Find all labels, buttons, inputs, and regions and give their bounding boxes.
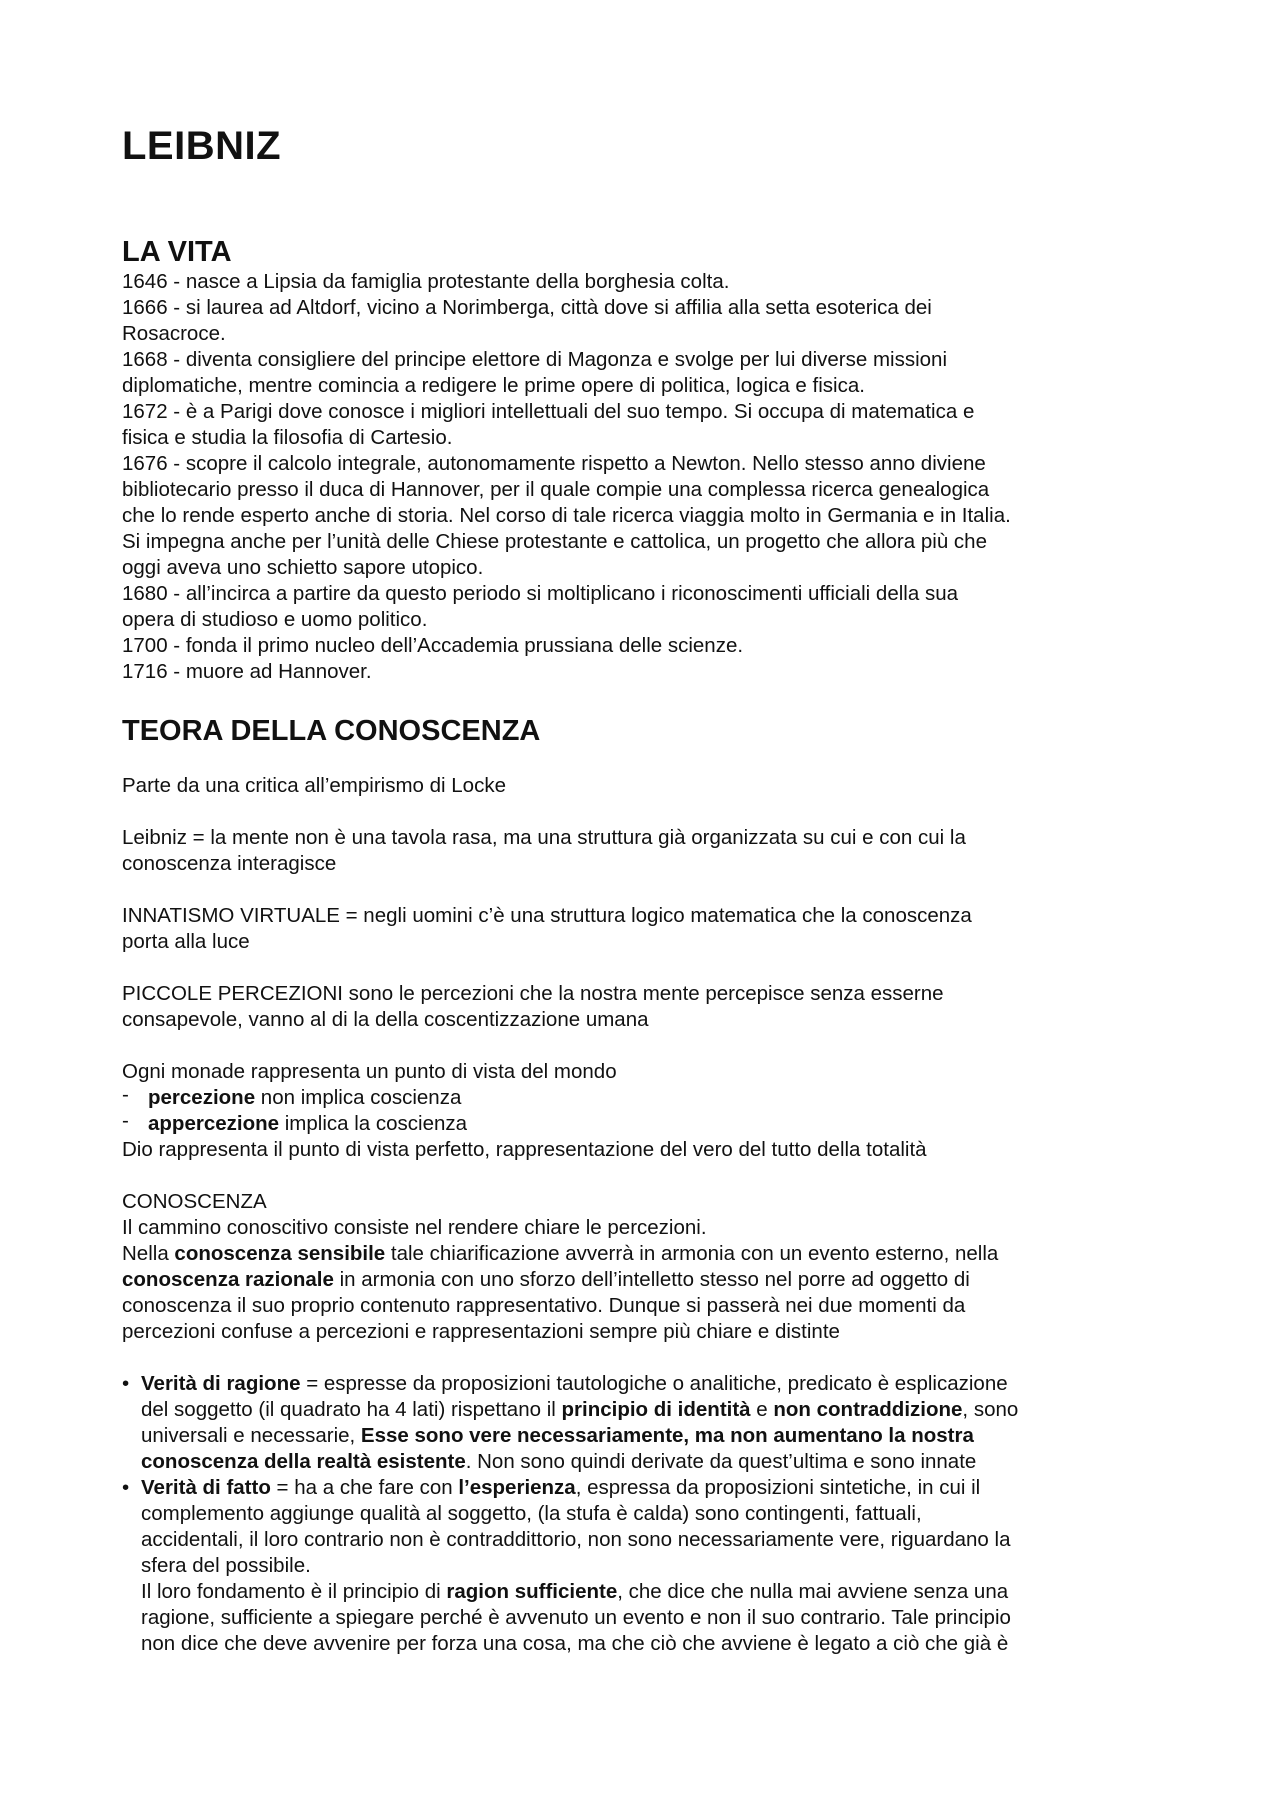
cammino-line: Il cammino conoscitivo consiste nel rendere chiare le percezioni. bbox=[122, 1216, 707, 1239]
intro-line: Parte da una critica all’empirismo di Locke bbox=[122, 774, 506, 797]
vita-line: Rosacroce. bbox=[122, 322, 226, 345]
vita-line: 1716 - muore ad Hannover. bbox=[122, 660, 372, 683]
paragraph-line bbox=[122, 1241, 1172, 1267]
leibniz-line: conoscenza interagisce bbox=[122, 852, 337, 875]
piccole-percezioni-line: PICCOLE PERCEZIONI sono le percezioni che la nostra mente percepisce senza esserne bbox=[122, 982, 944, 1005]
dash-marker: - bbox=[122, 1109, 129, 1132]
text-span: tale chiarificazione avverrà in armonia con un evento esterno, nella bbox=[385, 1242, 999, 1265]
text-line: sfera del possibile. bbox=[141, 1554, 311, 1577]
text-line: accidentali, il loro contrario non è contraddittorio, non sono necessariamente vere, riguardano la bbox=[141, 1528, 1011, 1551]
text-span: e bbox=[750, 1398, 774, 1421]
term-esperienza: l’esperienza bbox=[458, 1476, 576, 1499]
conoscenza-body bbox=[122, 773, 1172, 1657]
term-principio-identita: principio di identità bbox=[561, 1398, 751, 1421]
emphasis-text: conoscenza della realtà esistente bbox=[141, 1450, 466, 1473]
leibniz-line: Leibniz = la mente non è una tavola rasa, ma una struttura già organizzata su cui e con cui la bbox=[122, 826, 966, 849]
vita-line: 1676 - scopre il calcolo integrale, autonomamente rispetto a Newton. Nello stesso anno diviene bbox=[122, 452, 986, 475]
text-span: , che dice che nulla mai avviene senza una bbox=[617, 1580, 1009, 1603]
subheading-conoscenza: CONOSCENZA bbox=[122, 1190, 267, 1213]
term-verita-di-fatto: Verità di fatto bbox=[141, 1476, 271, 1499]
text-span: Nella bbox=[122, 1242, 175, 1265]
term-non-contraddizione: non contraddizione bbox=[773, 1398, 963, 1421]
list-item bbox=[122, 1111, 1172, 1137]
bullet-verita-di-fatto bbox=[122, 1475, 1172, 1657]
paragraph-line: conoscenza il suo proprio contenuto rappresentativo. Dunque si passerà nei due momenti da bbox=[122, 1294, 966, 1317]
vita-line: 1680 - all’incirca a partire da questo periodo si moltiplicano i riconoscimenti ufficiali della sua bbox=[122, 582, 958, 605]
vita-line: 1700 - fonda il primo nucleo dell’Accademia prussiana delle scienze. bbox=[122, 634, 744, 657]
innatismo-line: INNATISMO VIRTUALE = negli uomini c’è una struttura logico matematica che la conoscenza bbox=[122, 904, 972, 927]
vita-line: diplomatiche, mentre comincia a redigere le prime opere di politica, logica e fisica. bbox=[122, 374, 865, 397]
text-span: universali e necessarie, bbox=[141, 1424, 361, 1447]
vita-text bbox=[122, 269, 1172, 685]
text-line: complemento aggiunge qualità al soggetto, (la stufa è calda) sono contingenti, fattuali, bbox=[141, 1502, 922, 1525]
paragraph-line: percezioni confuse a percezioni e rappresentazioni sempre più chiare e distinte bbox=[122, 1320, 840, 1343]
vita-line: che lo rende esperto anche di storia. Nel corso di tale ricerca viaggia molto in Germania e in Italia. bbox=[122, 504, 1011, 527]
vita-line: 1672 - è a Parigi dove conosce i migliori intellettuali del suo tempo. Si occupa di matematica e bbox=[122, 400, 975, 423]
dash-marker: - bbox=[122, 1083, 129, 1106]
section-heading-conoscenza: TEORA DELLA CONOSCENZA bbox=[122, 715, 541, 747]
text-span: . Non sono quindi derivate da quest’ultima e sono innate bbox=[465, 1450, 977, 1473]
text-span: in armonia con uno sforzo dell’intelletto stesso nel porre ad oggetto di bbox=[333, 1268, 970, 1291]
vita-line: fisica e studia la filosofia di Cartesio. bbox=[122, 426, 453, 449]
piccole-percezioni-line: consapevole, vanno al di la della coscentizzazione umana bbox=[122, 1008, 649, 1031]
vita-line: bibliotecario presso il duca di Hannover, per il quale compie una complessa ricerca genealogica bbox=[122, 478, 990, 501]
vita-line: 1666 - si laurea ad Altdorf, vicino a Norimberga, città dove si affilia alla setta esoterica dei bbox=[122, 296, 932, 319]
text-line: non dice che deve avvenire per forza una cosa, ma che ciò che avviene è legato a ciò che già è bbox=[141, 1632, 1009, 1655]
emphasis-text: Esse sono vere necessariamente, ma non aumentano la nostra bbox=[360, 1424, 974, 1447]
term-conoscenza-razionale: conoscenza razionale bbox=[122, 1268, 334, 1291]
term-verita-di-ragione: Verità di ragione bbox=[141, 1372, 301, 1395]
vita-line: Si impegna anche per l’unità delle Chiese protestante e cattolica, un progetto che allora più che bbox=[122, 530, 987, 553]
innatismo-line: porta alla luce bbox=[122, 930, 250, 953]
section-conoscenza bbox=[122, 714, 1172, 748]
text-span: , sono bbox=[962, 1398, 1019, 1421]
term-ragion-sufficiente: ragion sufficiente bbox=[446, 1580, 618, 1603]
bullet-verita-di-ragione bbox=[122, 1371, 1172, 1475]
text-span: = ha a che fare con bbox=[270, 1476, 459, 1499]
vita-line: 1668 - diventa consigliere del principe elettore di Magonza e svolge per lui diverse missioni bbox=[122, 348, 948, 371]
paragraph-line bbox=[122, 1267, 1172, 1293]
text-line: ragione, sufficiente a spiegare perché è avvenuto un evento e non il suo contrario. Tale principio bbox=[141, 1606, 1011, 1629]
dio-line: Dio rappresenta il punto di vista perfetto, rappresentazione del vero del tutto della totalità bbox=[122, 1138, 927, 1161]
monade-line: Ogni monade rappresenta un punto di vista del mondo bbox=[122, 1060, 617, 1083]
list-item bbox=[122, 1085, 1172, 1111]
text-span: Il loro fondamento è il principio di bbox=[141, 1580, 447, 1603]
list-item-text: implica la coscienza bbox=[279, 1112, 468, 1135]
list-item-text: non implica coscienza bbox=[255, 1086, 462, 1109]
vita-line: oggi aveva uno schietto sapore utopico. bbox=[122, 556, 484, 579]
section-heading-vita: LA VITA bbox=[122, 236, 232, 268]
document-title: LEIBNIZ bbox=[122, 124, 282, 168]
text-span: del soggetto (il quadrato ha 4 lati) rispettano il bbox=[141, 1398, 562, 1421]
bullet-marker: • bbox=[122, 1476, 130, 1499]
bullet-marker: • bbox=[122, 1372, 130, 1395]
term-percezione: percezione bbox=[148, 1086, 256, 1109]
text-span: , espressa da proposizioni sintetiche, in cui il bbox=[575, 1476, 981, 1499]
vita-line: opera di studioso e uomo politico. bbox=[122, 608, 428, 631]
term-conoscenza-sensibile: conoscenza sensibile bbox=[174, 1242, 386, 1265]
term-appercezione: appercezione bbox=[148, 1112, 280, 1135]
text-span: = espresse da proposizioni tautologiche o analitiche, predicato è esplicazione bbox=[300, 1372, 1008, 1395]
section-vita bbox=[122, 235, 1172, 685]
vita-line: 1646 - nasce a Lipsia da famiglia protestante della borghesia colta. bbox=[122, 270, 730, 293]
